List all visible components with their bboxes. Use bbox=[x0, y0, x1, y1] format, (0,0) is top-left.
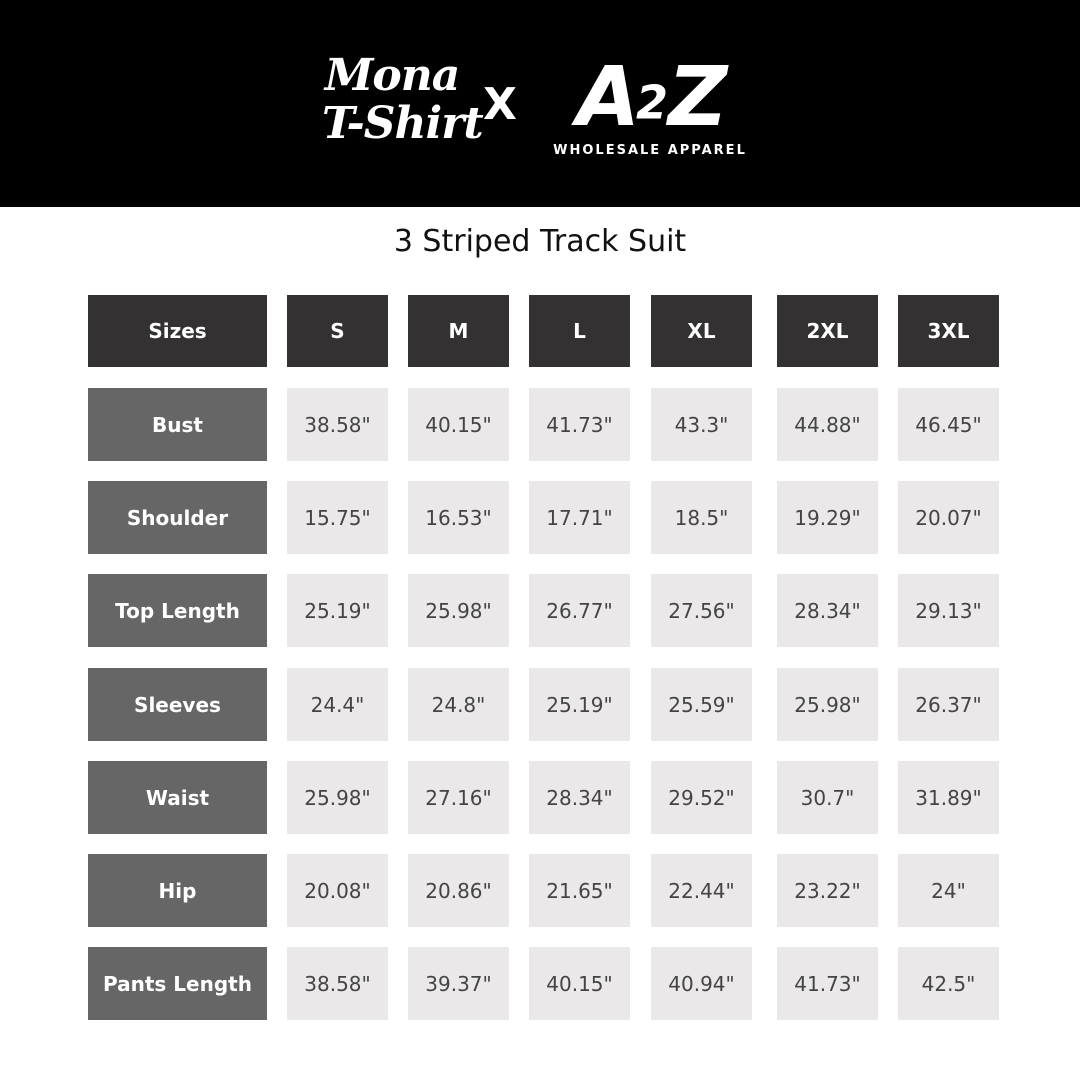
value-cell-shoulder-3xl: 20.07" bbox=[898, 481, 999, 554]
value-cell-hip-l: 21.65" bbox=[529, 854, 630, 927]
row-label-waist: Waist bbox=[88, 761, 267, 834]
value-cell-shoulder-s: 15.75" bbox=[287, 481, 388, 554]
value-cell-hip-s: 20.08" bbox=[287, 854, 388, 927]
a2z-logo bbox=[540, 50, 760, 158]
value-cell-top-length-2xl: 28.34" bbox=[777, 574, 878, 647]
mona-logo-line1: Mona bbox=[324, 50, 460, 101]
size-header-2xl: 2XL bbox=[777, 295, 878, 367]
size-header-s: S bbox=[287, 295, 388, 367]
value-cell-hip-2xl: 23.22" bbox=[777, 854, 878, 927]
value-cell-shoulder-m: 16.53" bbox=[408, 481, 509, 554]
value-cell-bust-l: 41.73" bbox=[529, 388, 630, 461]
value-cell-waist-s: 25.98" bbox=[287, 761, 388, 834]
mona-logo-line2: T-Shirt bbox=[322, 98, 483, 149]
value-cell-sleeves-3xl: 26.37" bbox=[898, 668, 999, 741]
value-cell-pants-length-xl: 40.94" bbox=[651, 947, 752, 1020]
value-cell-bust-s: 38.58" bbox=[287, 388, 388, 461]
size-header-xl: XL bbox=[651, 295, 752, 367]
value-cell-top-length-3xl: 29.13" bbox=[898, 574, 999, 647]
value-cell-sleeves-m: 24.8" bbox=[408, 668, 509, 741]
value-cell-sleeves-l: 25.19" bbox=[529, 668, 630, 741]
value-cell-shoulder-2xl: 19.29" bbox=[777, 481, 878, 554]
row-label-shoulder: Shoulder bbox=[88, 481, 267, 554]
value-cell-bust-2xl: 44.88" bbox=[777, 388, 878, 461]
value-cell-bust-xl: 43.3" bbox=[651, 388, 752, 461]
value-cell-pants-length-l: 40.15" bbox=[529, 947, 630, 1020]
value-cell-sleeves-xl: 25.59" bbox=[651, 668, 752, 741]
value-cell-waist-l: 28.34" bbox=[529, 761, 630, 834]
row-label-hip: Hip bbox=[88, 854, 267, 927]
value-cell-top-length-m: 25.98" bbox=[408, 574, 509, 647]
value-cell-pants-length-2xl: 41.73" bbox=[777, 947, 878, 1020]
value-cell-pants-length-s: 38.58" bbox=[287, 947, 388, 1020]
sizes-header-cell: Sizes bbox=[88, 295, 267, 367]
value-cell-bust-m: 40.15" bbox=[408, 388, 509, 461]
row-label-bust: Bust bbox=[88, 388, 267, 461]
a2z-tagline: WHOLESALE APPAREL bbox=[553, 142, 747, 158]
value-cell-top-length-xl: 27.56" bbox=[651, 574, 752, 647]
header-banner bbox=[0, 0, 1080, 207]
size-header-3xl: 3XL bbox=[898, 295, 999, 367]
row-label-top-length: Top Length bbox=[88, 574, 267, 647]
value-cell-waist-2xl: 30.7" bbox=[777, 761, 878, 834]
value-cell-bust-3xl: 46.45" bbox=[898, 388, 999, 461]
value-cell-hip-m: 20.86" bbox=[408, 854, 509, 927]
value-cell-pants-length-m: 39.37" bbox=[408, 947, 509, 1020]
value-cell-hip-xl: 22.44" bbox=[651, 854, 752, 927]
mona-tshirt-logo bbox=[322, 50, 483, 149]
row-label-pants-length: Pants Length bbox=[88, 947, 267, 1020]
row-label-sleeves: Sleeves bbox=[88, 668, 267, 741]
value-cell-shoulder-xl: 18.5" bbox=[651, 481, 752, 554]
a2z-logo-mark: A2Z bbox=[576, 50, 724, 145]
value-cell-top-length-l: 26.77" bbox=[529, 574, 630, 647]
value-cell-hip-3xl: 24" bbox=[898, 854, 999, 927]
value-cell-waist-xl: 29.52" bbox=[651, 761, 752, 834]
page-title: 3 Striped Track Suit bbox=[393, 224, 687, 259]
collab-separator: X bbox=[483, 79, 517, 130]
value-cell-top-length-s: 25.19" bbox=[287, 574, 388, 647]
value-cell-waist-m: 27.16" bbox=[408, 761, 509, 834]
value-cell-pants-length-3xl: 42.5" bbox=[898, 947, 999, 1020]
value-cell-waist-3xl: 31.89" bbox=[898, 761, 999, 834]
value-cell-sleeves-2xl: 25.98" bbox=[777, 668, 878, 741]
size-header-m: M bbox=[408, 295, 509, 367]
value-cell-shoulder-l: 17.71" bbox=[529, 481, 630, 554]
value-cell-sleeves-s: 24.4" bbox=[287, 668, 388, 741]
size-header-l: L bbox=[529, 295, 630, 367]
